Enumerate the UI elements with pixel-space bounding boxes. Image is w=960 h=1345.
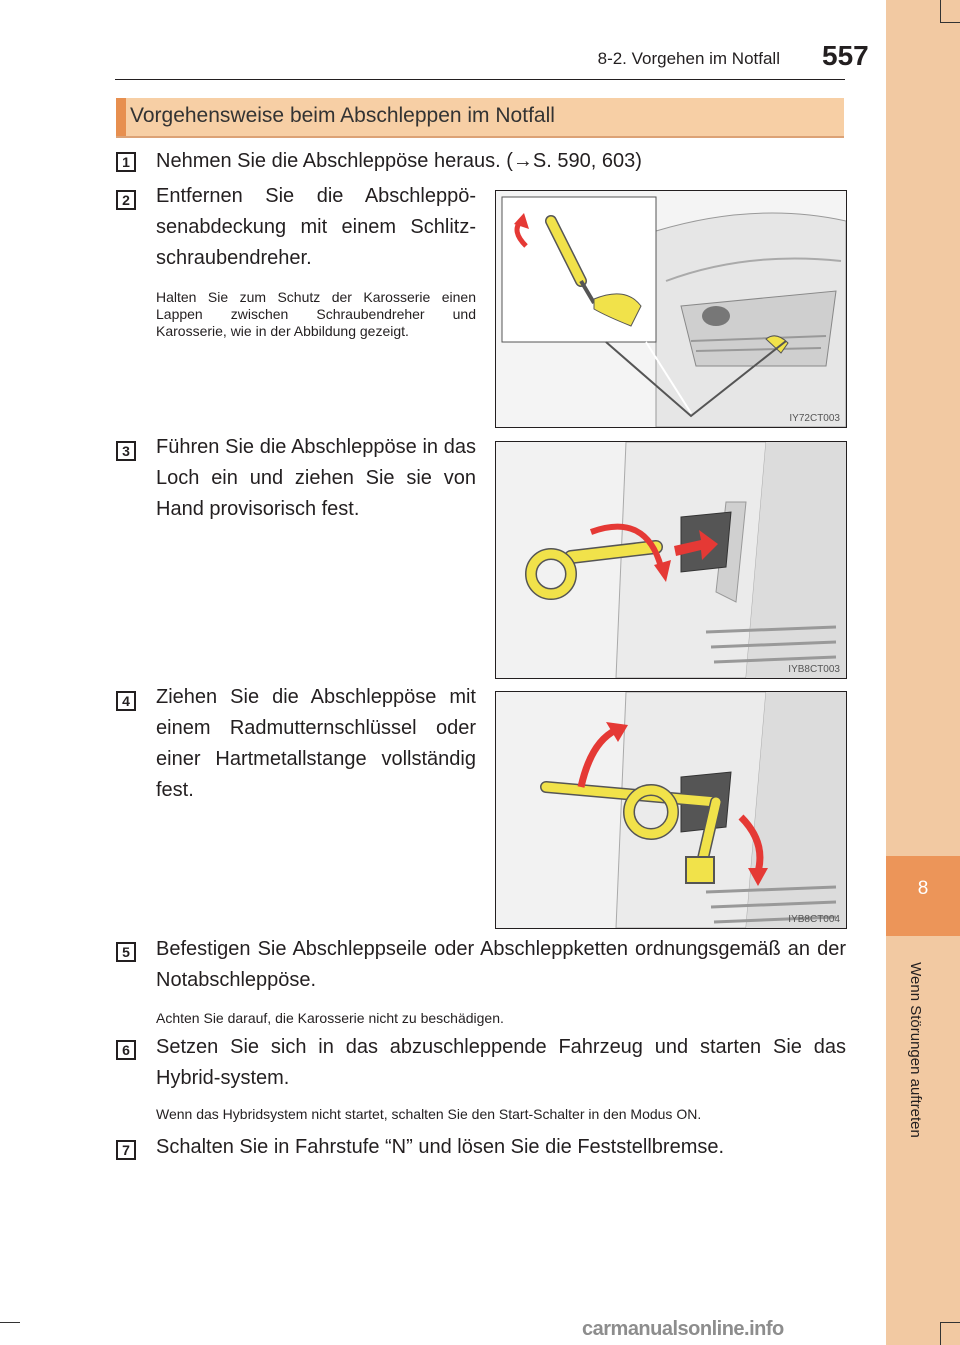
step-1-text: Nehmen Sie die Abschleppöse heraus. (→S. 590, 603): [156, 150, 642, 172]
step-number-1: 1: [116, 152, 136, 172]
figure-code: IY72CT003: [789, 413, 840, 424]
step-number-2: 2: [116, 190, 136, 210]
step-number-3: 3: [116, 441, 136, 461]
chapter-number: 8: [917, 878, 929, 899]
page-number: 557: [822, 40, 869, 71]
step-7-text: Schalten Sie in Fahrstufe “N” und lösen Sie die Feststellbremse.: [156, 1136, 725, 1158]
illustration-insert-eyelet: [496, 442, 846, 678]
step-number-6: 6: [116, 1040, 136, 1060]
running-header-section: 8-2. Vorgehen im Notfall: [597, 49, 780, 68]
watermark: carmanualsonline.info: [582, 1318, 784, 1340]
step-number-7: 7: [116, 1140, 136, 1160]
step-2-note: Halten Sie zum Schutz der Karosserie einen Lappen zwischen Schraubendreher und Karosserie, wie in der Abbildung gezeigt.: [156, 289, 476, 339]
illustration-tighten-eyelet: [496, 692, 846, 928]
section-banner: [116, 98, 844, 138]
chapter-title: Wenn Störungen auftreten: [907, 962, 924, 1138]
banner-accent-bar: [116, 98, 126, 136]
step-6-text: Setzen Sie sich in das abzuschleppende Fahrzeug und starten Sie das Hybrid-system.: [156, 1036, 846, 1089]
step-4-text: Ziehen Sie die Abschleppöse mit einem Radmutternschlüssel oder einer Hartmetallstange vollständig fest.: [156, 686, 476, 801]
crop-mark: [940, 22, 960, 23]
crop-mark: [940, 1322, 941, 1345]
step-3-text: Führen Sie die Abschleppöse in das Loch ein und ziehen Sie sie von Hand provisorisch fest.: [156, 436, 476, 520]
figure-remove-cover: [495, 190, 847, 428]
step-6-note: Wenn das Hybridsystem nicht startet, schalten Sie den Start-Schalter in den Modus ON.: [156, 1106, 702, 1122]
header-rule: [115, 79, 845, 80]
banner-title: Vorgehensweise beim Abschleppen im Notfall: [130, 104, 555, 127]
step-5-text: Befestigen Sie Abschleppseile oder Abschleppketten ordnungsgemäß an der Notabschleppöse.: [156, 938, 846, 991]
figure-code: IYB8CT003: [788, 664, 840, 675]
figure-insert-eyelet: [495, 441, 847, 679]
step-number-4: 4: [116, 691, 136, 711]
step-2-text: Entfernen Sie die Abschleppö-senabdeckung mit einem Schlitz-schraubendreher.: [156, 185, 476, 269]
step-number-5: 5: [116, 942, 136, 962]
crop-mark: [940, 0, 941, 22]
illustration-remove-cover: [496, 191, 846, 427]
crop-mark: [940, 1322, 960, 1323]
figure-tighten-eyelet: [495, 691, 847, 929]
crop-mark: [0, 1322, 20, 1323]
step-5-note: Achten Sie darauf, die Karosserie nicht zu beschädigen.: [156, 1010, 504, 1026]
figure-code: IYB8CT004: [788, 914, 840, 925]
